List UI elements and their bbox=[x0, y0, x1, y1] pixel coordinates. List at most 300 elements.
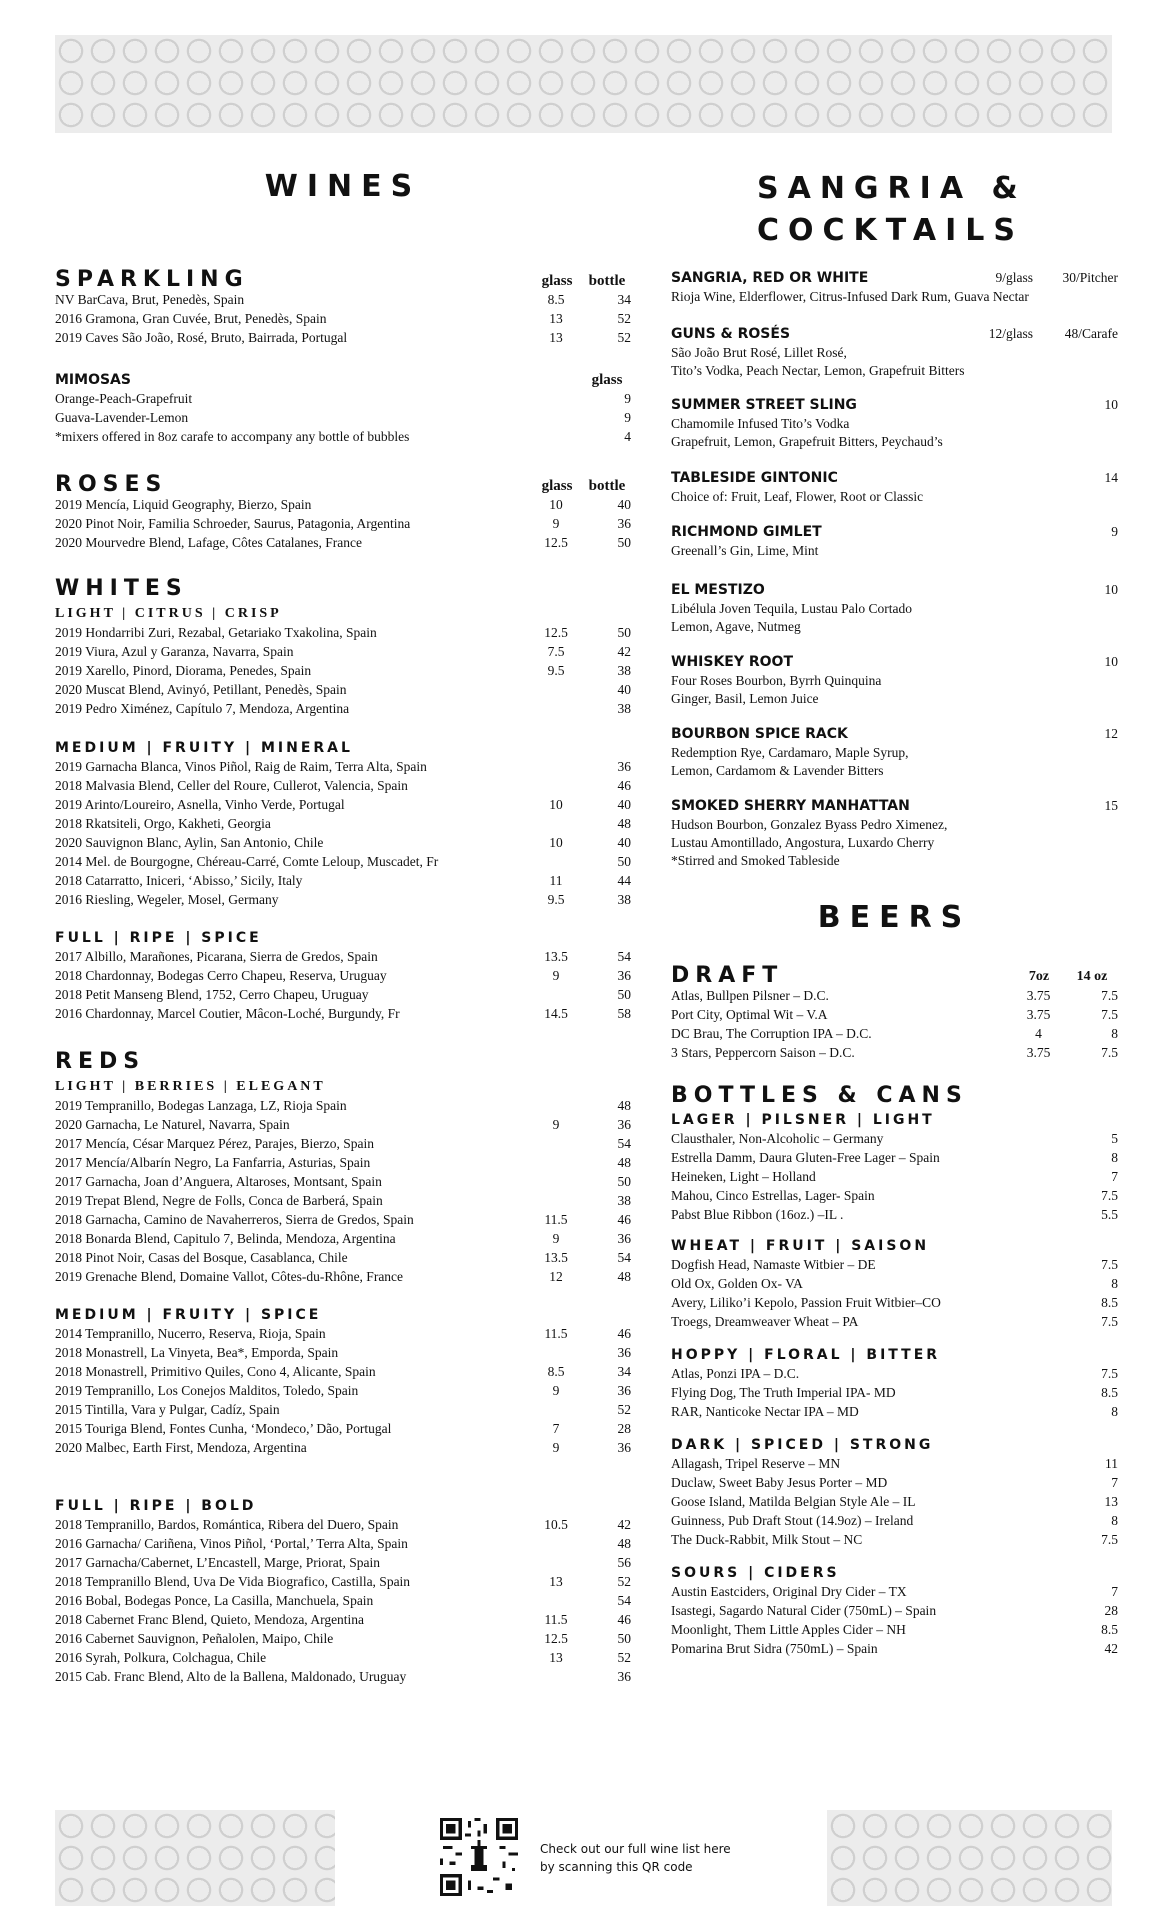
item-name: 2019 Arinto/Loureiro, Asnella, Vinho Verde, Portugal bbox=[55, 797, 345, 812]
item-price-small: 12.5 bbox=[544, 625, 568, 640]
item-price-small: 10.5 bbox=[544, 1517, 568, 1532]
item-name: 2018 Garnacha, Camino de Navaherreros, Sierra de Gredos, Spain bbox=[55, 1212, 414, 1227]
menu-item bbox=[671, 1639, 1118, 1658]
item-name: Clausthaler, Non-Alcoholic – Germany bbox=[671, 1131, 884, 1146]
whites-medium-subtitle: MEDIUM | FRUITY | MINERAL bbox=[55, 740, 353, 756]
item-price: 7.5 bbox=[1101, 1007, 1118, 1022]
item-name: 2018 Pinot Noir, Casas del Bosque, Casablanca, Chile bbox=[55, 1250, 348, 1265]
hoppy-subtitle: HOPPY | FLORAL | BITTER bbox=[671, 1347, 941, 1363]
item-name: Heineken, Light – Holland bbox=[671, 1169, 816, 1184]
beers-title: BEERS bbox=[817, 900, 972, 935]
menu-item bbox=[55, 1572, 631, 1591]
item-price: 50 bbox=[617, 1631, 631, 1646]
menu-item bbox=[55, 1381, 631, 1400]
whites-title: WHITES bbox=[55, 576, 188, 601]
item-name: 2018 Monastrell, La Vinyeta, Bea*, Emporda, Spain bbox=[55, 1345, 339, 1360]
item-price: 7 bbox=[1111, 1475, 1118, 1490]
menu-item bbox=[671, 1492, 1118, 1511]
item-name: 2018 Bonarda Blend, Capitulo 7, Belinda, Mendoza, Argentina bbox=[55, 1231, 396, 1246]
menu-item bbox=[55, 966, 631, 985]
menu-item bbox=[55, 1324, 631, 1343]
item-price-small: 8.5 bbox=[547, 1364, 565, 1379]
item-name: 2015 Tintilla, Vara y Pulgar, Cadíz, Spain bbox=[55, 1402, 280, 1417]
menu-item bbox=[55, 890, 631, 909]
item-price: 38 bbox=[617, 892, 631, 907]
item-price: 8.5 bbox=[1101, 1295, 1118, 1310]
cocktail-price: 12 bbox=[1104, 726, 1118, 741]
cocktail-price-glass: 12/glass bbox=[988, 326, 1033, 341]
item-price: 54 bbox=[617, 1136, 631, 1151]
item-name: 2018 Tempranillo, Bardos, Romántica, Ribera del Duero, Spain bbox=[55, 1517, 399, 1532]
item-name: 2015 Cab. Franc Blend, Alto de la Ballena, Maldonado, Uruguay bbox=[55, 1669, 407, 1684]
item-name: 2016 Riesling, Wegeler, Mosel, Germany bbox=[55, 892, 279, 907]
menu-item bbox=[671, 1582, 1118, 1601]
item-name: 2018 Catarratto, Iniceri, ‘Abisso,’ Sicily, Italy bbox=[55, 873, 303, 888]
menu-item bbox=[55, 1343, 631, 1362]
item-price: 36 bbox=[617, 1383, 631, 1398]
glass-column-header: glass bbox=[541, 273, 573, 289]
item-name: 2015 Touriga Blend, Fontes Cunha, ‘Mondeco,’ Dão, Portugal bbox=[55, 1421, 392, 1436]
item-name: 2016 Cabernet Sauvignon, Peñalolen, Maipo, Chile bbox=[55, 1631, 334, 1646]
item-name: 2019 Garnacha Blanca, Vinos Piñol, Raig de Raim, Terra Alta, Spain bbox=[55, 759, 427, 774]
item-name: Flying Dog, The Truth Imperial IPA- MD bbox=[671, 1385, 896, 1400]
item-name: 2019 Tempranillo, Bodegas Lanzaga, LZ, Rioja Spain bbox=[55, 1098, 347, 1113]
item-name: 2020 Mourvedre Blend, Lafage, Côtes Catalanes, France bbox=[55, 535, 363, 550]
cocktail-item bbox=[671, 522, 1118, 560]
cocktail-item bbox=[671, 580, 1118, 636]
item-price-small: 9 bbox=[552, 968, 560, 983]
menu-item bbox=[55, 1191, 631, 1210]
menu-item bbox=[55, 1267, 631, 1286]
item-price: 7.5 bbox=[1101, 1314, 1118, 1329]
menu-item bbox=[55, 699, 631, 718]
menu-item bbox=[55, 661, 631, 680]
cocktail-name: RICHMOND GIMLET bbox=[671, 524, 822, 540]
item-price-small: 10 bbox=[549, 797, 563, 812]
cocktail-price: 30/Pitcher bbox=[1062, 270, 1118, 285]
menu-item bbox=[55, 1648, 631, 1667]
item-name: 2018 Malvasia Blend, Celler del Roure, Cullerot, Valencia, Spain bbox=[55, 778, 408, 793]
cocktail-item bbox=[671, 652, 1118, 708]
item-price-small: 13.5 bbox=[544, 949, 568, 964]
whites-medium-section bbox=[55, 739, 631, 909]
item-price-small: 10 bbox=[549, 835, 563, 850]
item-price-small: 7 bbox=[552, 1421, 560, 1436]
cocktail-description: Hudson Bourbon, Gonzalez Byass Pedro Ximenez, bbox=[671, 817, 948, 832]
item-price: 40 bbox=[617, 835, 631, 850]
menu-item bbox=[671, 1454, 1118, 1473]
menu-item bbox=[55, 408, 631, 427]
menu-item bbox=[55, 1610, 631, 1629]
item-price-small: 9 bbox=[552, 1440, 560, 1455]
reds-medium-section bbox=[55, 1306, 631, 1457]
item-price: 42 bbox=[1104, 1641, 1118, 1656]
item-price: 50 bbox=[617, 535, 631, 550]
item-price: 54 bbox=[617, 949, 631, 964]
item-price: 54 bbox=[617, 1593, 631, 1608]
menu-item bbox=[55, 1438, 631, 1457]
cocktail-price: 10 bbox=[1104, 654, 1118, 669]
item-price: 40 bbox=[617, 497, 631, 512]
bottles-cans-title: BOTTLES & CANS bbox=[671, 1083, 968, 1108]
item-name: 2018 Chardonnay, Bodegas Cerro Chapeu, Reserva, Uruguay bbox=[55, 968, 387, 983]
menu-item bbox=[671, 1274, 1118, 1293]
wheat-section bbox=[671, 1237, 1118, 1331]
roses-title: ROSES bbox=[55, 472, 168, 497]
item-price-small: 9.5 bbox=[547, 892, 565, 907]
cocktail-description: Libélula Joven Tequila, Lustau Palo Cortado bbox=[671, 601, 913, 616]
item-name: 2019 Xarello, Pinord, Diorama, Penedes, Spain bbox=[55, 663, 312, 678]
item-price: 36 bbox=[617, 968, 631, 983]
menu-item bbox=[671, 1167, 1118, 1186]
menu-item bbox=[671, 1312, 1118, 1331]
item-price: 52 bbox=[617, 1574, 631, 1589]
item-price: 13 bbox=[1104, 1494, 1118, 1509]
reds-full-section bbox=[55, 1497, 631, 1686]
dark-subtitle: DARK | SPICED | STRONG bbox=[671, 1437, 934, 1453]
draft-section bbox=[671, 960, 1118, 1062]
item-price: 9 bbox=[624, 410, 631, 425]
item-name: 2016 Bobal, Bodegas Ponce, La Casilla, Manchuela, Spain bbox=[55, 1593, 374, 1608]
item-price: 8 bbox=[1111, 1513, 1118, 1528]
item-name: Avery, Liliko’i Kepolo, Passion Fruit Witbier–CO bbox=[671, 1295, 941, 1310]
item-price: 8.5 bbox=[1101, 1622, 1118, 1637]
item-name: 2017 Garnacha, Joan d’Anguera, Altaroses, Montsant, Spain bbox=[55, 1174, 382, 1189]
item-price-small: 13 bbox=[549, 330, 563, 345]
qr-caption-line1: Check out our full wine list here bbox=[540, 1842, 731, 1856]
menu-item bbox=[55, 642, 631, 661]
item-price-small: 9 bbox=[552, 1383, 560, 1398]
cocktail-name: SMOKED SHERRY MANHATTAN bbox=[671, 798, 910, 814]
cocktail-item bbox=[671, 468, 1118, 506]
item-price: 50 bbox=[617, 854, 631, 869]
item-name: 2016 Syrah, Polkura, Colchagua, Chile bbox=[55, 1650, 267, 1665]
lager-subtitle: LAGER | PILSNER | LIGHT bbox=[671, 1112, 935, 1128]
item-price: 40 bbox=[617, 682, 631, 697]
item-name: 2019 Pedro Ximénez, Capítulo 7, Mendoza, Argentina bbox=[55, 701, 350, 716]
menu-item bbox=[671, 1186, 1118, 1205]
reds-section bbox=[55, 1049, 631, 1286]
item-price: 48 bbox=[617, 1536, 631, 1551]
item-price: 7.5 bbox=[1101, 988, 1118, 1003]
cocktail-description: Tito’s Vodka, Peach Nectar, Lemon, Grapefruit Bitters bbox=[671, 363, 965, 378]
menu-item bbox=[55, 1534, 631, 1553]
dark-section bbox=[671, 1436, 1118, 1549]
qr-caption-line2: by scanning this QR code bbox=[540, 1860, 693, 1874]
item-price-small: 4 bbox=[1035, 1026, 1042, 1041]
item-price: 56 bbox=[617, 1555, 631, 1570]
menu-item bbox=[55, 1004, 631, 1023]
menu-item bbox=[55, 1153, 631, 1172]
cocktail-price: 48/Carafe bbox=[1064, 326, 1118, 341]
menu-item bbox=[671, 1530, 1118, 1549]
item-price: 7.5 bbox=[1101, 1366, 1118, 1381]
cocktail-description: Greenall’s Gin, Lime, Mint bbox=[671, 543, 819, 558]
item-price-small: 13 bbox=[549, 311, 563, 326]
item-name: 2016 Garnacha/ Cariñena, Vinos Piñol, ‘Portal,’ Terra Alta, Spain bbox=[55, 1536, 408, 1551]
item-name: Mahou, Cinco Estrellas, Lager- Spain bbox=[671, 1188, 875, 1203]
wines-title: WINES bbox=[264, 169, 422, 204]
item-name: 2014 Mel. de Bourgogne, Chéreau-Carré, Comte Leloup, Muscadet, Fr bbox=[55, 854, 439, 869]
item-name: Old Ox, Golden Ox- VA bbox=[671, 1276, 803, 1291]
menu-item bbox=[55, 814, 631, 833]
menu-item bbox=[55, 947, 631, 966]
item-price: 46 bbox=[617, 1326, 631, 1341]
menu-item bbox=[55, 852, 631, 871]
item-name: Isastegi, Sagardo Natural Cider (750mL) – Spain bbox=[671, 1603, 937, 1618]
item-price: 7.5 bbox=[1101, 1188, 1118, 1203]
item-price: 52 bbox=[617, 311, 631, 326]
cocktail-description: Lemon, Agave, Nutmeg bbox=[671, 619, 801, 634]
menu-item bbox=[55, 985, 631, 1004]
menu-item bbox=[671, 1024, 1118, 1043]
item-price: 54 bbox=[617, 1250, 631, 1265]
item-name: 2019 Trepat Blend, Negre de Folls, Conca de Barberá, Spain bbox=[55, 1193, 383, 1208]
item-name: NV BarCava, Brut, Penedès, Spain bbox=[55, 292, 245, 307]
item-name: 2018 Tempranillo Blend, Uva De Vida Biografico, Castilla, Spain bbox=[55, 1574, 411, 1589]
menu-item bbox=[671, 1148, 1118, 1167]
menu-item bbox=[55, 389, 631, 408]
item-name: Atlas, Bullpen Pilsner – D.C. bbox=[671, 988, 829, 1003]
item-price: 50 bbox=[617, 625, 631, 640]
item-price: 36 bbox=[617, 1440, 631, 1455]
menu-item bbox=[671, 1402, 1118, 1421]
item-price: 28 bbox=[1104, 1603, 1118, 1618]
item-name: 2014 Tempranillo, Nucerro, Reserva, Rioja, Spain bbox=[55, 1326, 326, 1341]
menu-item bbox=[55, 757, 631, 776]
cocktail-name: TABLESIDE GINTONIC bbox=[671, 470, 838, 486]
menu-item bbox=[55, 1210, 631, 1229]
item-price-small: 11 bbox=[549, 873, 563, 888]
item-name: RAR, Nanticoke Nectar IPA – MD bbox=[671, 1404, 859, 1419]
item-price-small: 11.5 bbox=[544, 1612, 568, 1627]
item-price: 52 bbox=[617, 1402, 631, 1417]
menu-item bbox=[671, 1205, 1118, 1224]
whites-full-section bbox=[55, 929, 631, 1023]
cocktail-item bbox=[671, 395, 1118, 451]
item-price-small: 11.5 bbox=[544, 1212, 568, 1227]
item-price: 48 bbox=[617, 1269, 631, 1284]
cocktail-description: Redemption Rye, Cardamaro, Maple Syrup, bbox=[671, 745, 909, 760]
bottle-column-header: bottle bbox=[588, 478, 626, 494]
cocktail-name: EL MESTIZO bbox=[671, 582, 765, 598]
item-name: 2016 Gramona, Gran Cuvée, Brut, Penedès, Spain bbox=[55, 311, 327, 326]
menu-item bbox=[671, 1620, 1118, 1639]
menu-item bbox=[55, 533, 631, 552]
item-name: 2017 Mencía, César Marquez Pérez, Parajes, Bierzo, Spain bbox=[55, 1136, 375, 1151]
item-name: Austin Eastciders, Original Dry Cider – TX bbox=[671, 1584, 907, 1599]
item-price-small: 3.75 bbox=[1026, 988, 1051, 1003]
item-name: Troegs, Dreamweaver Wheat – PA bbox=[671, 1314, 859, 1329]
item-price: 40 bbox=[617, 797, 631, 812]
menu-item bbox=[55, 1248, 631, 1267]
menu-item bbox=[55, 795, 631, 814]
menu-item bbox=[55, 1667, 631, 1686]
decorative-pattern-top bbox=[55, 35, 1112, 133]
menu-item bbox=[671, 1364, 1118, 1383]
cocktail-description: Rioja Wine, Elderflower, Citrus-Infused Dark Rum, Guava Nectar bbox=[671, 289, 1029, 304]
cocktail-item bbox=[671, 724, 1118, 780]
menu-item bbox=[55, 1629, 631, 1648]
item-name: 2017 Mencía/Albarín Negro, La Fanfarria, Asturias, Spain bbox=[55, 1155, 371, 1170]
menu-item bbox=[55, 623, 631, 642]
item-price-small: 13 bbox=[549, 1650, 563, 1665]
item-price: 9 bbox=[624, 391, 631, 406]
item-name: 2019 Tempranillo, Los Conejos Malditos, Toledo, Spain bbox=[55, 1383, 359, 1398]
sours-subtitle: SOURS | CIDERS bbox=[671, 1565, 840, 1581]
sparkling-section bbox=[55, 264, 631, 347]
item-name: Guinness, Pub Draft Stout (14.9oz) – Ireland bbox=[671, 1513, 914, 1528]
14oz-column-header: 14 oz bbox=[1076, 969, 1108, 984]
item-price-small: 8.5 bbox=[547, 292, 565, 307]
item-price: 52 bbox=[617, 330, 631, 345]
item-price: 4 bbox=[624, 429, 631, 444]
cocktail-name: SUMMER STREET SLING bbox=[671, 397, 857, 413]
menu-item bbox=[55, 1115, 631, 1134]
item-name: 2020 Muscat Blend, Avinyó, Petillant, Penedès, Spain bbox=[55, 682, 347, 697]
item-price: 38 bbox=[617, 701, 631, 716]
reds-title: REDS bbox=[55, 1049, 146, 1074]
item-price: 8 bbox=[1111, 1150, 1118, 1165]
glass-column-header: glass bbox=[591, 372, 623, 388]
menu-item bbox=[671, 986, 1118, 1005]
item-name: 2019 Hondarribi Zuri, Rezabal, Getariako Txakolina, Spain bbox=[55, 625, 377, 640]
item-price-small: 7.5 bbox=[547, 644, 565, 659]
item-name: Duclaw, Sweet Baby Jesus Porter – MD bbox=[671, 1475, 888, 1490]
menu-item bbox=[55, 833, 631, 852]
roses-section bbox=[55, 469, 631, 552]
menu-item bbox=[55, 427, 631, 446]
whites-section bbox=[55, 576, 631, 718]
item-price-small: 12.5 bbox=[544, 1631, 568, 1646]
item-name: 3 Stars, Peppercorn Saison – D.C. bbox=[671, 1045, 855, 1060]
item-price: 5.5 bbox=[1101, 1207, 1118, 1222]
item-name: Pabst Blue Ribbon (16oz.) –IL . bbox=[671, 1207, 844, 1222]
menu-item bbox=[55, 871, 631, 890]
item-name: DC Brau, The Corruption IPA – D.C. bbox=[671, 1026, 872, 1041]
reds-full-subtitle: FULL | RIPE | BOLD bbox=[55, 1498, 257, 1514]
sours-section bbox=[671, 1564, 1118, 1658]
item-price: 28 bbox=[617, 1421, 631, 1436]
item-price-small: 11.5 bbox=[544, 1326, 568, 1341]
item-price: 7.5 bbox=[1101, 1532, 1118, 1547]
item-price: 7 bbox=[1111, 1584, 1118, 1599]
item-price: 7.5 bbox=[1101, 1257, 1118, 1272]
item-price: 44 bbox=[617, 873, 631, 888]
7oz-column-header: 7oz bbox=[1028, 969, 1050, 984]
item-price-small: 13.5 bbox=[544, 1250, 568, 1265]
cocktails-title-line1: SANGRIA & bbox=[757, 171, 1027, 206]
item-price: 50 bbox=[617, 987, 631, 1002]
menu-item bbox=[55, 680, 631, 699]
item-name: Atlas, Ponzi IPA – D.C. bbox=[671, 1366, 800, 1381]
menu-item bbox=[55, 1362, 631, 1381]
item-price: 36 bbox=[617, 1345, 631, 1360]
item-price: 46 bbox=[617, 1612, 631, 1627]
item-price: 8 bbox=[1111, 1026, 1118, 1041]
glass-column-header: glass bbox=[541, 478, 573, 494]
menu-item bbox=[55, 1400, 631, 1419]
qr-code[interactable] bbox=[440, 1818, 518, 1896]
cocktail-description: *Stirred and Smoked Tableside bbox=[671, 853, 840, 868]
item-name: Dogfish Head, Namaste Witbier – DE bbox=[671, 1257, 876, 1272]
cocktail-description: Lustau Amontillado, Angostura, Luxardo Cherry bbox=[671, 835, 935, 850]
item-price: 48 bbox=[617, 816, 631, 831]
item-name: Moonlight, Them Little Apples Cider – NH bbox=[671, 1622, 906, 1637]
menu-item bbox=[55, 1591, 631, 1610]
cocktail-description: Choice of: Fruit, Leaf, Flower, Root or Classic bbox=[671, 489, 924, 504]
sparkling-title: SPARKLING bbox=[55, 267, 249, 292]
menu-item bbox=[671, 1511, 1118, 1530]
menu-item bbox=[671, 1043, 1118, 1062]
menu-item bbox=[671, 1005, 1118, 1024]
item-name: The Duck-Rabbit, Milk Stout – NC bbox=[671, 1532, 863, 1547]
wheat-subtitle: WHEAT | FRUIT | SAISON bbox=[671, 1238, 930, 1254]
item-name: Estrella Damm, Daura Gluten-Free Lager – Spain bbox=[671, 1150, 940, 1165]
cocktail-item bbox=[671, 324, 1118, 380]
cocktails-title bbox=[757, 168, 1118, 252]
item-price: 52 bbox=[617, 1650, 631, 1665]
menu-item bbox=[55, 1515, 631, 1534]
item-price: 42 bbox=[617, 644, 631, 659]
item-price-small: 3.75 bbox=[1026, 1045, 1051, 1060]
item-name: Orange-Peach-Grapefruit bbox=[55, 391, 193, 406]
item-name: 2020 Pinot Noir, Familia Schroeder, Saurus, Patagonia, Argentina bbox=[55, 516, 411, 531]
menu-item bbox=[671, 1601, 1118, 1620]
cocktail-description: Grapefruit, Lemon, Grapefruit Bitters, Peychaud’s bbox=[671, 434, 943, 449]
decorative-pattern-bottom-left bbox=[55, 1810, 335, 1906]
menu-item bbox=[671, 1129, 1118, 1148]
item-price: 11 bbox=[1105, 1456, 1118, 1471]
cocktail-description: Chamomile Infused Tito’s Vodka bbox=[671, 416, 850, 431]
cocktail-name: WHISKEY ROOT bbox=[671, 654, 794, 670]
item-price: 36 bbox=[617, 759, 631, 774]
item-name: 2017 Albillo, Marañones, Picarana, Sierra de Gredos, Spain bbox=[55, 949, 378, 964]
cocktail-description: Ginger, Basil, Lemon Juice bbox=[671, 691, 819, 706]
item-name: 2020 Sauvignon Blanc, Aylin, San Antonio, Chile bbox=[55, 835, 324, 850]
cocktail-name: GUNS & ROSÉS bbox=[671, 326, 791, 342]
item-price: 46 bbox=[617, 1212, 631, 1227]
item-price-small: 9 bbox=[552, 1117, 560, 1132]
item-name: 2018 Petit Manseng Blend, 1752, Cerro Chapeu, Uruguay bbox=[55, 987, 369, 1002]
reds-medium-subtitle: MEDIUM | FRUITY | SPICE bbox=[55, 1307, 322, 1323]
cocktail-item bbox=[671, 796, 1118, 870]
item-price: 36 bbox=[617, 516, 631, 531]
item-price: 7 bbox=[1111, 1169, 1118, 1184]
item-price: 48 bbox=[617, 1155, 631, 1170]
menu-item bbox=[55, 1134, 631, 1153]
item-name: 2019 Caves São João, Rosé, Bruto, Bairrada, Portugal bbox=[55, 330, 348, 345]
item-price-small: 9 bbox=[552, 1231, 560, 1246]
item-price: 38 bbox=[617, 663, 631, 678]
item-price: 34 bbox=[617, 292, 631, 307]
cocktail-price: 15 bbox=[1104, 798, 1118, 813]
cocktail-price: 14 bbox=[1104, 470, 1118, 485]
item-price: 7.5 bbox=[1101, 1045, 1118, 1060]
mimosas-title: MIMOSAS bbox=[55, 372, 131, 388]
cocktail-price: 10 bbox=[1104, 582, 1118, 597]
decorative-pattern-bottom-right bbox=[827, 1810, 1112, 1906]
item-name: Goose Island, Matilda Belgian Style Ale – IL bbox=[671, 1494, 916, 1509]
item-name: Allagash, Tripel Reserve – MN bbox=[671, 1456, 841, 1471]
item-price: 36 bbox=[617, 1117, 631, 1132]
bottle-column-header: bottle bbox=[588, 273, 626, 289]
item-price-small: 9.5 bbox=[547, 663, 565, 678]
item-price: 46 bbox=[617, 778, 631, 793]
item-price-small: 12.5 bbox=[544, 535, 568, 550]
bottles-cans-section bbox=[671, 1083, 1118, 1224]
cocktail-price-glass: 9/glass bbox=[995, 270, 1033, 285]
